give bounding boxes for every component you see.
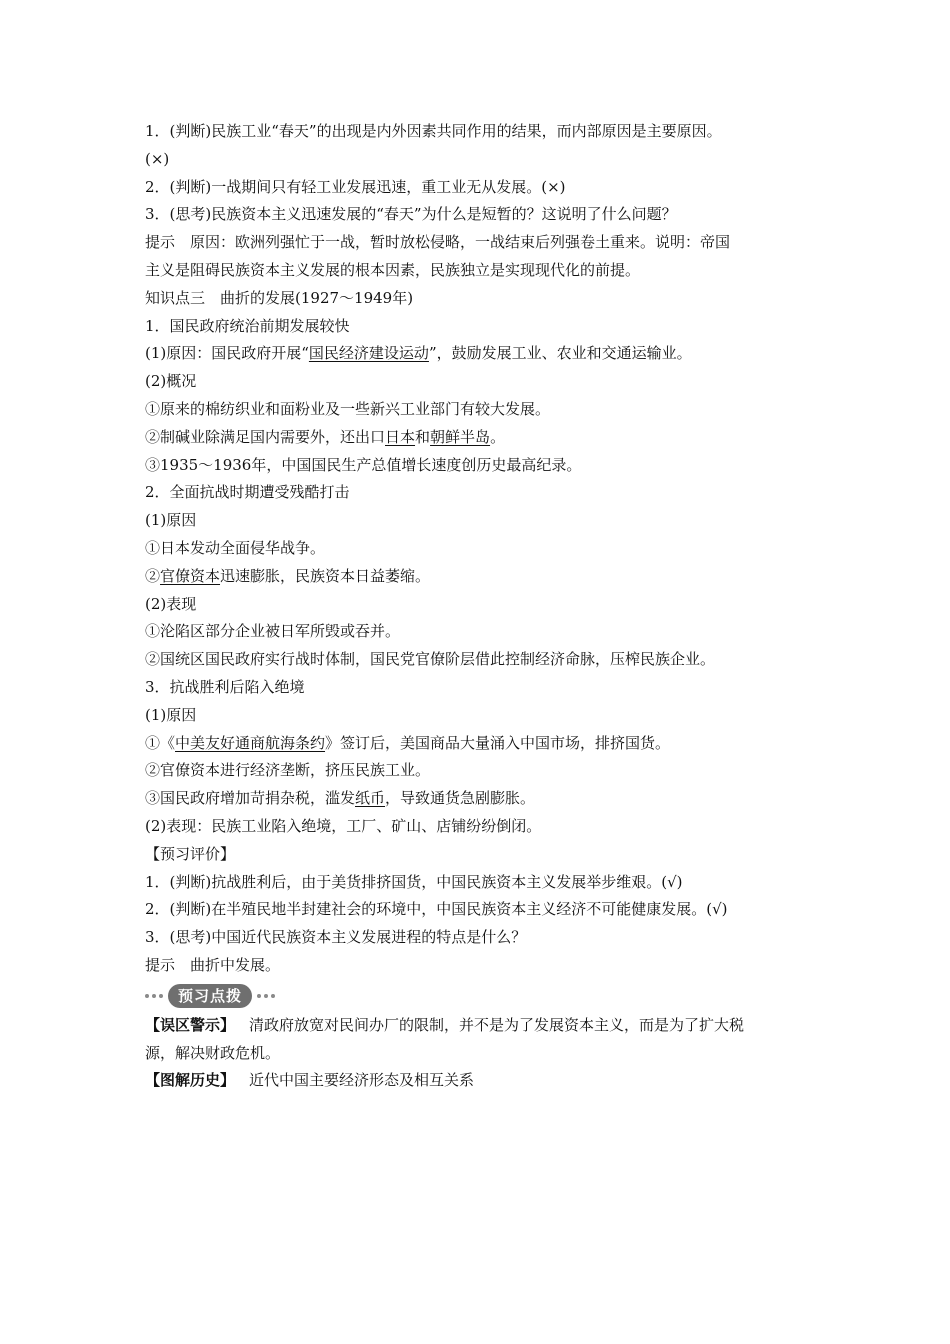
text-line: (1)原因 <box>145 511 197 530</box>
text-span: 》签订后，美国商品大量涌入中国市场，排挤国货。 <box>325 733 671 752</box>
text-line <box>145 424 815 452</box>
text-line: 2．(判断)一战期间只有轻工业发展迅速，重工业无从发展。(×) <box>145 177 566 196</box>
subheading: 2．全面抗战时期遭受残酷打击 <box>145 483 350 502</box>
decorative-dots <box>145 994 163 998</box>
text-line: ①原来的棉纺织业和面粉业及一些新兴工业部门有较大发展。 <box>145 399 551 418</box>
underlined-term: 国民经济建设运动 <box>308 344 429 363</box>
text-line: ③1935～1936年，中国国民生产总值增长速度创历史最高纪录。 <box>145 455 582 474</box>
text-line: 3．(思考)民族资本主义迅速发展的“春天”为什么是短暂的？这说明了什么问题？ <box>145 205 677 224</box>
section-banner <box>145 981 815 1011</box>
text-line: (2)表现：民族工业陷入绝境，工厂、矿山、店铺纷纷倒闭。 <box>145 816 542 835</box>
preview-tips-badge: 预习点拨 <box>168 984 252 1008</box>
text-line: 2．(判断)在半殖民地半封建社会的环境中，中国民族资本主义经济不可能健康发展。(√) <box>145 900 728 919</box>
text-span: ，导致通货急剧膨胀。 <box>385 789 536 808</box>
section-label: 【图解历史】 <box>145 1071 236 1090</box>
underlined-term: 官僚资本 <box>160 566 221 585</box>
text-line <box>145 1012 815 1040</box>
text-span: 近代中国主要经济形态及相互关系 <box>249 1071 475 1090</box>
text-line <box>145 340 815 368</box>
underlined-term: 朝鲜半岛 <box>430 427 491 446</box>
text-line: 3．(思考)中国近代民族资本主义发展进程的特点是什么？ <box>145 928 527 947</box>
text-line: 主义是阻碍民族资本主义发展的根本因素，民族独立是实现现代化的前提。 <box>145 260 641 279</box>
text-span: 。 <box>490 427 506 446</box>
text-line: (×) <box>145 149 170 168</box>
text-span: 迅速膨胀，民族资本日益萎缩。 <box>220 566 431 585</box>
text-span: ①《 <box>145 733 176 752</box>
text-line: 源，解决财政危机。 <box>145 1043 281 1062</box>
text-span: (1)原因：国民政府开展“ <box>145 344 309 363</box>
text-span: 清政府放宽对民间办厂的限制，并不是为了发展资本主义，而是为了扩大税 <box>249 1015 745 1034</box>
text-line: 提示 原因：欧洲列强忙于一战，暂时放松侵略，一战结束后列强卷土重来。说明：帝国 <box>145 233 731 252</box>
decorative-dots <box>257 994 275 998</box>
text-span: ② <box>145 566 161 585</box>
underlined-term: 纸币 <box>355 789 386 808</box>
text-span: ②制碱业除满足国内需要外，还出口 <box>145 427 386 446</box>
text-line: ②国统区国民政府实行战时体制，国民党官僚阶层借此控制经济命脉，压榨民族企业。 <box>145 650 716 669</box>
text-line: (2)表现 <box>145 594 197 613</box>
underlined-term: 中美友好通商航海条约 <box>175 733 326 752</box>
text-line <box>145 785 815 813</box>
text-line: (1)原因 <box>145 705 197 724</box>
text-line: 提示 曲折中发展。 <box>145 955 281 974</box>
section-label: 【预习评价】 <box>145 844 236 863</box>
text-line: 1．(判断)抗战胜利后，由于美货排挤国货，中国民族资本主义发展举步维艰。(√) <box>145 872 683 891</box>
subheading: 1．国民政府统治前期发展较快 <box>145 316 350 335</box>
text-line <box>145 563 815 591</box>
text-span: ”，鼓励发展工业、农业和交通运输业。 <box>428 344 692 363</box>
text-line: 1．(判断)民族工业“春天”的出现是内外因素共同作用的结果，而内部原因是主要原因。 <box>145 122 722 140</box>
text-line: ②官僚资本进行经济垄断，挤压民族工业。 <box>145 761 431 780</box>
text-span: ③国民政府增加苛捐杂税，滥发 <box>145 789 356 808</box>
section-label: 【误区警示】 <box>145 1015 236 1034</box>
section-heading: 知识点三 曲折的发展(1927～1949年) <box>145 288 414 307</box>
text-line: ①沦陷区部分企业被日军所毁或吞并。 <box>145 622 401 641</box>
text-line: (2)概况 <box>145 372 197 391</box>
text-line: ①日本发动全面侵华战争。 <box>145 538 326 557</box>
text-line <box>145 1067 815 1095</box>
document-body <box>145 118 815 1095</box>
underlined-term: 日本 <box>385 427 416 446</box>
subheading: 3．抗战胜利后陷入绝境 <box>145 677 305 696</box>
text-line <box>145 730 815 758</box>
text-span: 和 <box>415 427 431 446</box>
